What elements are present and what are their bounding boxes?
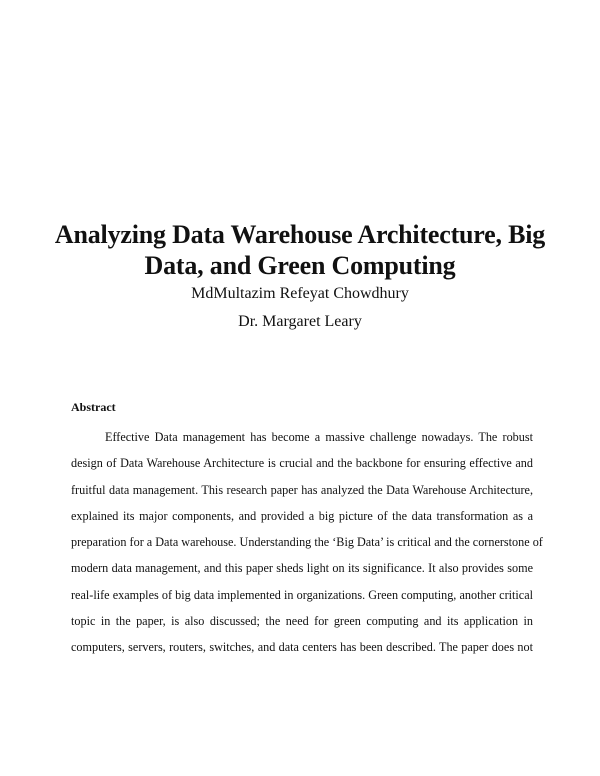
- abstract-line: preparation for a Data warehouse. Understanding the ‘Big Data’ is critical and the cornerstone of: [71, 535, 543, 550]
- abstract-line: Effective Data management has become a massive challenge nowadays. The robust: [105, 430, 533, 444]
- abstract-line: topic in the paper, is also discussed; the need for green computing and its application in: [71, 614, 533, 629]
- abstract-line: design of Data Warehouse Architecture is crucial and the backbone for ensuring effective and: [71, 456, 533, 471]
- paper-title: Analyzing Data Warehouse Architecture, Big Data, and Green Computing: [54, 220, 546, 280]
- abstract-line: explained its major components, and provided a big picture of the data transformation as a: [71, 508, 533, 523]
- abstract-body: [71, 424, 543, 661]
- author-2: Dr. Margaret Leary: [238, 313, 362, 330]
- abstract-line: real-life examples of big data implemented in organizations. Green computing, another critical: [71, 587, 533, 602]
- abstract-line: computers, servers, routers, switches, and data centers has been described. The paper does not: [71, 640, 533, 655]
- abstract-line: modern data management, and this paper sheds light on its significance. It also provides some: [71, 561, 533, 576]
- author-1: MdMultazim Refeyat Chowdhury: [191, 285, 409, 302]
- abstract-heading: Abstract: [71, 400, 116, 414]
- abstract-line: fruitful data management. This research paper has analyzed the Data Warehouse Architecture,: [71, 482, 533, 497]
